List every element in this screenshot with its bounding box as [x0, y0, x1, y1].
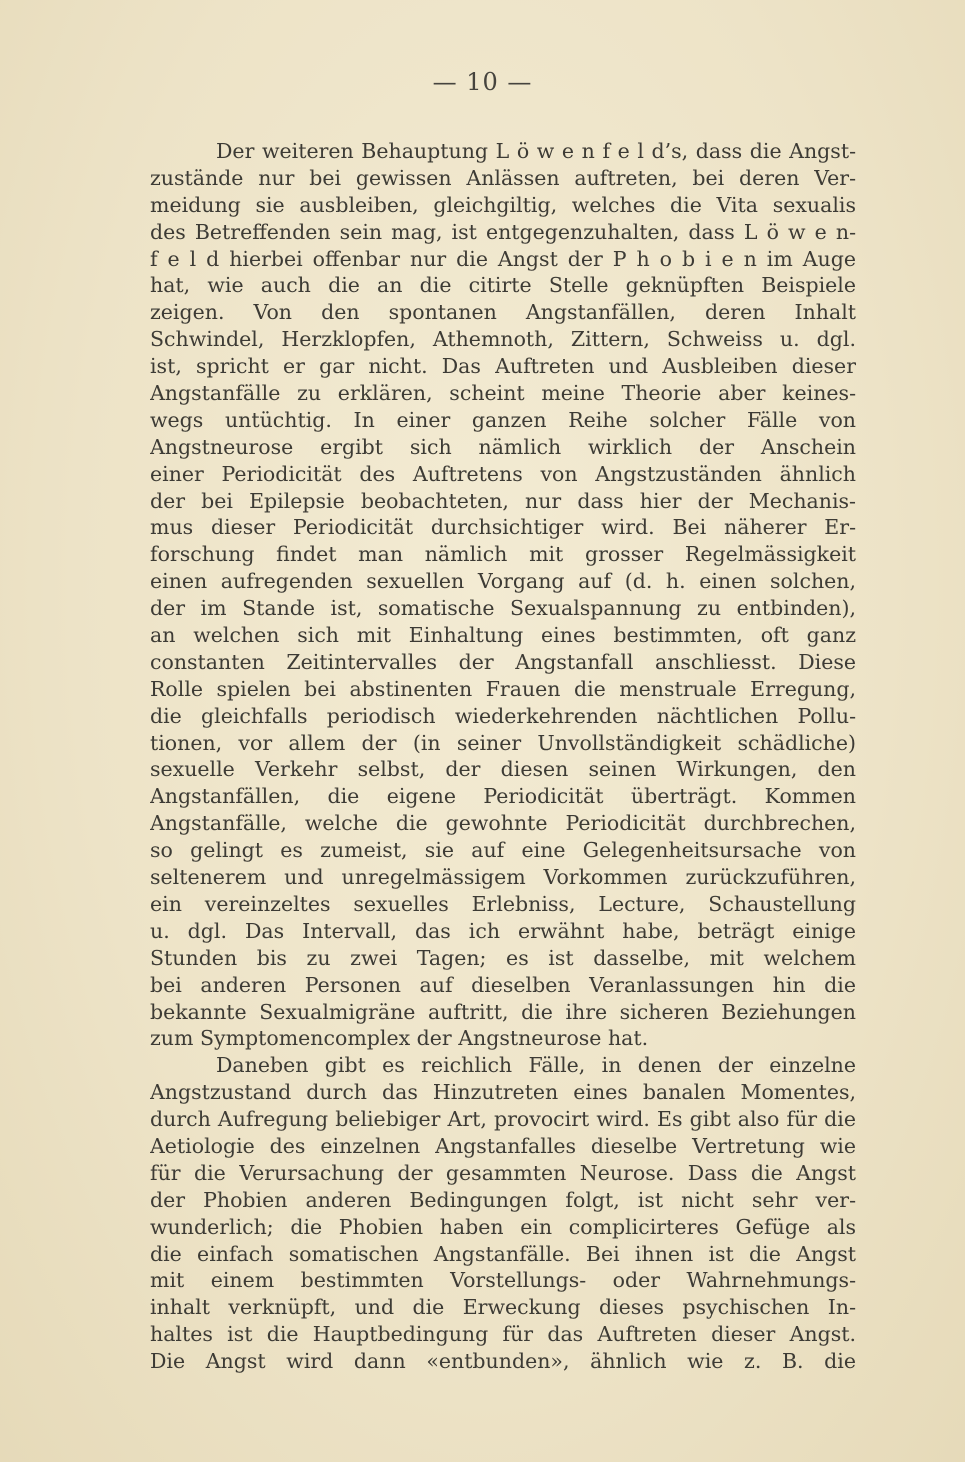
- text-line: constanten Zeitintervalles der Angstanfall anschliesst. Diese: [150, 649, 856, 674]
- text-line: zum Symptomencomplex der Angstneurose hat.: [150, 1026, 649, 1051]
- text-line: an welchen sich mit Einhaltung eines bestimmten, oft ganz: [150, 623, 856, 648]
- text-line: so gelingt es zumeist, sie auf eine Gelegenheitsursache von: [150, 838, 856, 863]
- text-line: einen aufregenden sexuellen Vorgang auf (d. h. einen solchen,: [150, 569, 856, 594]
- text-line: Stunden bis zu zwei Tagen; es ist dasselbe, mit welchem: [150, 945, 856, 970]
- text-line: tionen, vor allem der (in seiner Unvollständigkeit schädliche): [150, 730, 856, 755]
- text-line: zustände nur bei gewissen Anlässen auftreten, bei deren Ver-: [150, 165, 856, 190]
- text-line: hat, wie auch die an die citirte Stelle geknüpften Beispiele: [150, 273, 856, 298]
- text-line: der Phobien anderen Bedingungen folgt, ist nicht sehr ver-: [150, 1187, 856, 1212]
- text-line: forschung findet man nämlich mit grosser Regelmässigkeit: [150, 542, 856, 567]
- text-line: Angstanfälle zu erklären, scheint meine Theorie aber keines-: [150, 381, 856, 406]
- text-line: meidung sie ausbleiben, gleichgiltig, welches die Vita sexualis: [150, 192, 856, 217]
- text-line: Angstzustand durch das Hinzutreten eines banalen Momentes,: [150, 1080, 856, 1105]
- text-line: die einfach somatischen Angstanfälle. Bei ihnen ist die Angst: [150, 1241, 856, 1266]
- text-line: durch Aufregung beliebiger Art, provocirt wird. Es gibt also für die: [150, 1107, 856, 1132]
- text-line: ist, spricht er gar nicht. Das Auftreten und Ausbleiben dieser: [150, 354, 856, 379]
- text-line: sexuelle Verkehr selbst, der diesen seinen Wirkungen, den: [150, 757, 856, 782]
- text-line: die gleichfalls periodisch wiederkehrenden nächtlichen Pollu-: [150, 703, 856, 728]
- text-line: wegs untüchtig. In einer ganzen Reihe solcher Fälle von: [150, 407, 856, 432]
- page-number: — 10 —: [432, 68, 533, 96]
- text-line: ein vereinzeltes sexuelles Erlebniss, Lecture, Schaustellung: [150, 891, 856, 916]
- text-line: mus dieser Periodicität durchsichtiger wird. Bei näherer Er-: [150, 515, 856, 540]
- text-line: mit einem bestimmten Vorstellungs- oder Wahrnehmungs-: [150, 1268, 856, 1293]
- body-text: [150, 138, 856, 1375]
- text-line: bekannte Sexualmigräne auftritt, die ihre sicheren Beziehungen: [150, 999, 856, 1024]
- text-line: Angstanfällen, die eigene Periodicität überträgt. Kommen: [150, 784, 856, 809]
- text-line: Schwindel, Herzklopfen, Athemnoth, Zittern, Schweiss u. dgl.: [150, 327, 856, 352]
- text-line: wunderlich; die Phobien haben ein complicirteres Gefüge als: [150, 1214, 856, 1239]
- text-line: Angstneurose ergibt sich nämlich wirklich der Anschein: [150, 434, 856, 459]
- text-line: f e l d hierbei offenbar nur die Angst der P h o b i e n im Auge: [150, 246, 856, 271]
- text-line: Der weiteren Behauptung L ö w e n f e l d’s, dass die Angst-: [216, 139, 856, 163]
- text-line: seltenerem und unregelmässigem Vorkommen zurückzuführen,: [150, 865, 856, 890]
- text-line: Rolle spielen bei abstinenten Frauen die menstruale Erregung,: [150, 676, 856, 701]
- text-line: zeigen. Von den spontanen Angstanfällen, deren Inhalt: [150, 300, 856, 325]
- text-line: u. dgl. Das Intervall, das ich erwähnt habe, beträgt einige: [150, 918, 856, 943]
- text-line: der bei Epilepsie beobachteten, nur dass hier der Mechanis-: [150, 488, 856, 513]
- text-line: der im Stande ist, somatische Sexualspannung zu entbinden),: [150, 596, 856, 621]
- text-line: Aetiologie des einzelnen Angstanfalles dieselbe Vertretung wie: [150, 1133, 856, 1158]
- text-line: inhalt verknüpft, und die Erweckung dieses psychischen In-: [150, 1295, 856, 1320]
- text-line: für die Verursachung der gesammten Neurose. Dass die Angst: [150, 1160, 856, 1185]
- text-line: Daneben gibt es reichlich Fälle, in denen der einzelne: [216, 1053, 856, 1078]
- text-line: Angstanfälle, welche die gewohnte Periodicität durchbrechen,: [150, 811, 856, 836]
- text-line: bei anderen Personen auf dieselben Veranlassungen hin die: [150, 972, 856, 997]
- text-line: Die Angst wird dann «entbunden», ähnlich wie z. B. die: [150, 1349, 856, 1374]
- text-line: einer Periodicität des Auftretens von Angstzuständen ähnlich: [150, 461, 856, 486]
- text-line: haltes ist die Hauptbedingung für das Auftreten dieser Angst.: [150, 1322, 856, 1347]
- text-line: des Betreffenden sein mag, ist entgegenzuhalten, dass L ö w e n-: [150, 219, 856, 244]
